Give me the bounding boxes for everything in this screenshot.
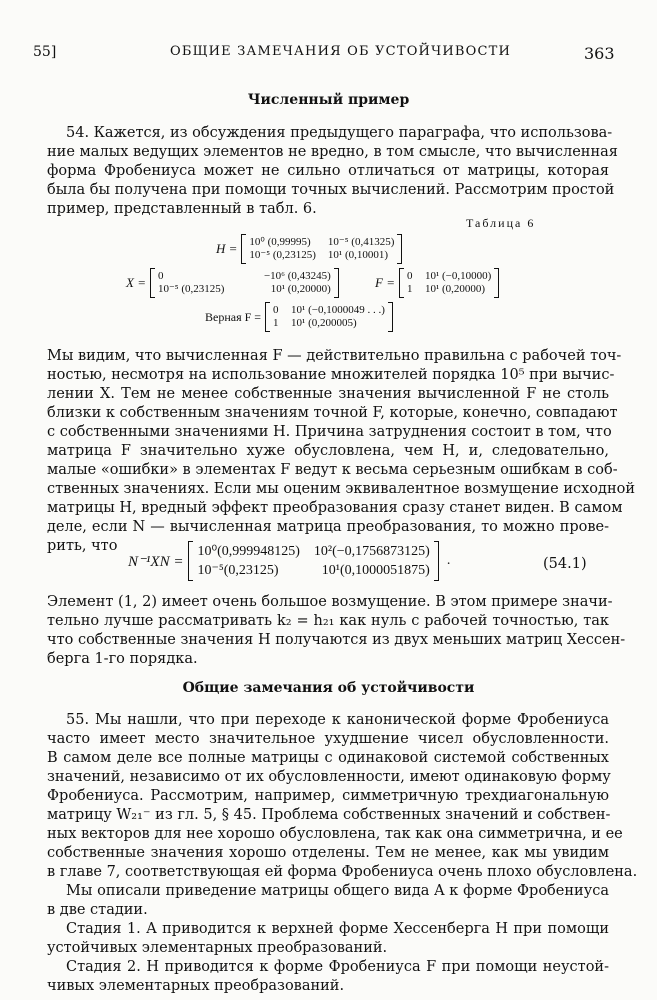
text-line: деле, если N — вычисленная матрица преобразования, то можно прове-	[47, 519, 609, 535]
matrix-cell: 1	[273, 317, 279, 329]
matrix-cell: 10¹ (0,20000)	[424, 283, 486, 295]
matrix-cell: 10¹ (0,20000)	[270, 283, 331, 295]
text-line: берга 1-го порядка.	[47, 651, 198, 667]
text-line: ние малых ведущих элементов не вредно, в том смысле, что вычисленная	[47, 144, 618, 160]
equation-lhs: N⁻¹XN =	[128, 553, 184, 570]
matrix-cell: 10¹ (−0,10000)	[424, 270, 492, 282]
equation-number: (54.1)	[543, 556, 587, 572]
section-heading-stability: Общие замечания об устойчивости	[182, 680, 475, 696]
matrix-cell: 10⁻⁵ (0,23125)	[249, 249, 316, 261]
text-line: ностью, несмотря на использование множителей порядка 10⁵ при вычис-	[47, 367, 615, 383]
text-line: лении X. Тем не менее собственные значения вычисленной F не столь	[47, 386, 609, 402]
text-line: собственные значения хорошо отделены. Тем не менее, как мы увидим	[47, 845, 609, 861]
text-line: Элемент (1, 2) имеет очень большое возмущение. В этом примере значи-	[47, 594, 613, 610]
section-number: 55]	[33, 44, 57, 60]
text-line: Мы видим, что вычисленная F — действительно правильна с рабочей точ-	[47, 348, 622, 364]
matrix-cell: 10⁻⁵(0,23125)	[197, 563, 279, 578]
text-line: пример, представленный в табл. 6.	[47, 201, 317, 217]
matrix-cell: 10⁻⁵ (0,23125)	[157, 283, 225, 295]
equation-period: .	[446, 553, 451, 568]
matrix-cell: 10¹ (0,200005)	[291, 317, 357, 329]
matrix-H	[216, 234, 402, 264]
matrix-cell: 10²(−0,1756873125)	[313, 544, 430, 559]
matrix-true-F	[205, 302, 393, 332]
text-line: тельно лучше рассматривать k₂ = h₂₁ как нуль с рабочей точностью, так	[47, 613, 609, 629]
matrix-cell: 0	[273, 304, 279, 316]
text-line: ственных значениях. Если мы оценим эквивалентное возмущение исходной	[47, 481, 636, 497]
matrix-cell: 1	[406, 283, 413, 295]
text-line: чивых элементарных преобразований.	[47, 978, 345, 994]
text-line: рить, что	[47, 538, 118, 554]
text-line: с собственными значениями H. Причина затруднения состоит в том, что	[47, 424, 612, 440]
text-line: что собственные значения H получаются из двух меньших матриц Хессен-	[47, 632, 626, 648]
text-line: близки к собственным значениям точной F, которые, конечно, совпадают	[47, 405, 618, 421]
matrix-cell: −10⁶ (0,43245)	[263, 270, 331, 282]
matrix-H-label: H =	[216, 241, 238, 256]
matrix-X	[126, 268, 339, 298]
matrix-cell: 10¹ (−0,1000049 . . .)	[291, 304, 385, 316]
text-line: Стадия 2. H приводится к форме Фробениуса F при помощи неустой-	[66, 959, 609, 975]
text-line: матрицы H, вредный эффект преобразования сразу станет виден. В самом	[47, 500, 623, 516]
matrix-cell: 10¹ (0,10001)	[327, 249, 389, 261]
text-line: Фробениуса. Рассмотрим, например, симметричную трехдиагональную	[47, 788, 609, 804]
text-line: В самом деле все полные матрицы с одинаковой системой собственных	[47, 750, 609, 766]
text-line: была бы получена при помощи точных вычислений. Рассмотрим простой	[47, 182, 615, 198]
text-line: в главе 7, соответствующая ей форма Фробениуса очень плохо обусловлена.	[47, 864, 638, 880]
page-number: 363	[584, 44, 615, 63]
text-line: устойчивых элементарных преобразований.	[47, 940, 388, 956]
table-caption: Таблица 6	[466, 216, 536, 230]
matrix-cell: 10⁰(0,999948125)	[197, 544, 300, 559]
matrix-F	[375, 268, 499, 298]
running-title: ОБЩИЕ ЗАМЕЧАНИЯ ОБ УСТОЙЧИВОСТИ	[170, 44, 512, 59]
text-line: в две стадии.	[47, 902, 148, 918]
text-line: форма Фробениуса может не сильно отличаться от матрицы, которая	[47, 163, 609, 179]
text-line: Стадия 1. A приводится к верхней форме Хессенберга H при помощи	[66, 921, 609, 937]
text-line: Мы описали приведение матрицы общего вида A к форме Фробениуса	[66, 883, 609, 899]
text-line: матрицу W₂₁⁻ из гл. 5, § 45. Проблема собственных значений и собствен-	[47, 807, 611, 823]
text-line: 54. Кажется, из обсуждения предыдущего параграфа, что использова-	[66, 125, 613, 141]
text-line: малые «ошибки» в элементах F ведут к весьма серьезным ошибкам в соб-	[47, 462, 618, 478]
matrix-cell: 0	[157, 270, 164, 282]
text-line: матрица F значительно хуже обусловлена, чем H, и, следовательно,	[47, 443, 609, 459]
matrix-X-label: X =	[126, 275, 146, 290]
text-line: 55. Мы нашли, что при переходе к канонической форме Фробениуса	[66, 712, 609, 728]
text-line: часто имеет место значительное ухудшение чисел обусловленности.	[47, 731, 609, 747]
matrix-cell: 10⁻⁵ (0,41325)	[327, 236, 395, 248]
matrix-true-F-label: Верная F =	[205, 309, 262, 324]
matrix-cell: 10⁰ (0,99995)	[249, 236, 311, 248]
text-line: ных векторов для нее хорошо обусловлена, так как она симметрична, и ее	[47, 826, 623, 842]
matrix-F-label: F =	[375, 275, 395, 290]
matrix-cell: 0	[406, 270, 413, 282]
section-heading-numeric-example: Численный пример	[247, 92, 410, 108]
text-line: значений, независимо от их обусловленности, имеют одинаковую форму	[47, 769, 611, 785]
equation-54-1	[128, 541, 450, 581]
matrix-cell: 10¹(0,1000051875)	[321, 563, 430, 578]
